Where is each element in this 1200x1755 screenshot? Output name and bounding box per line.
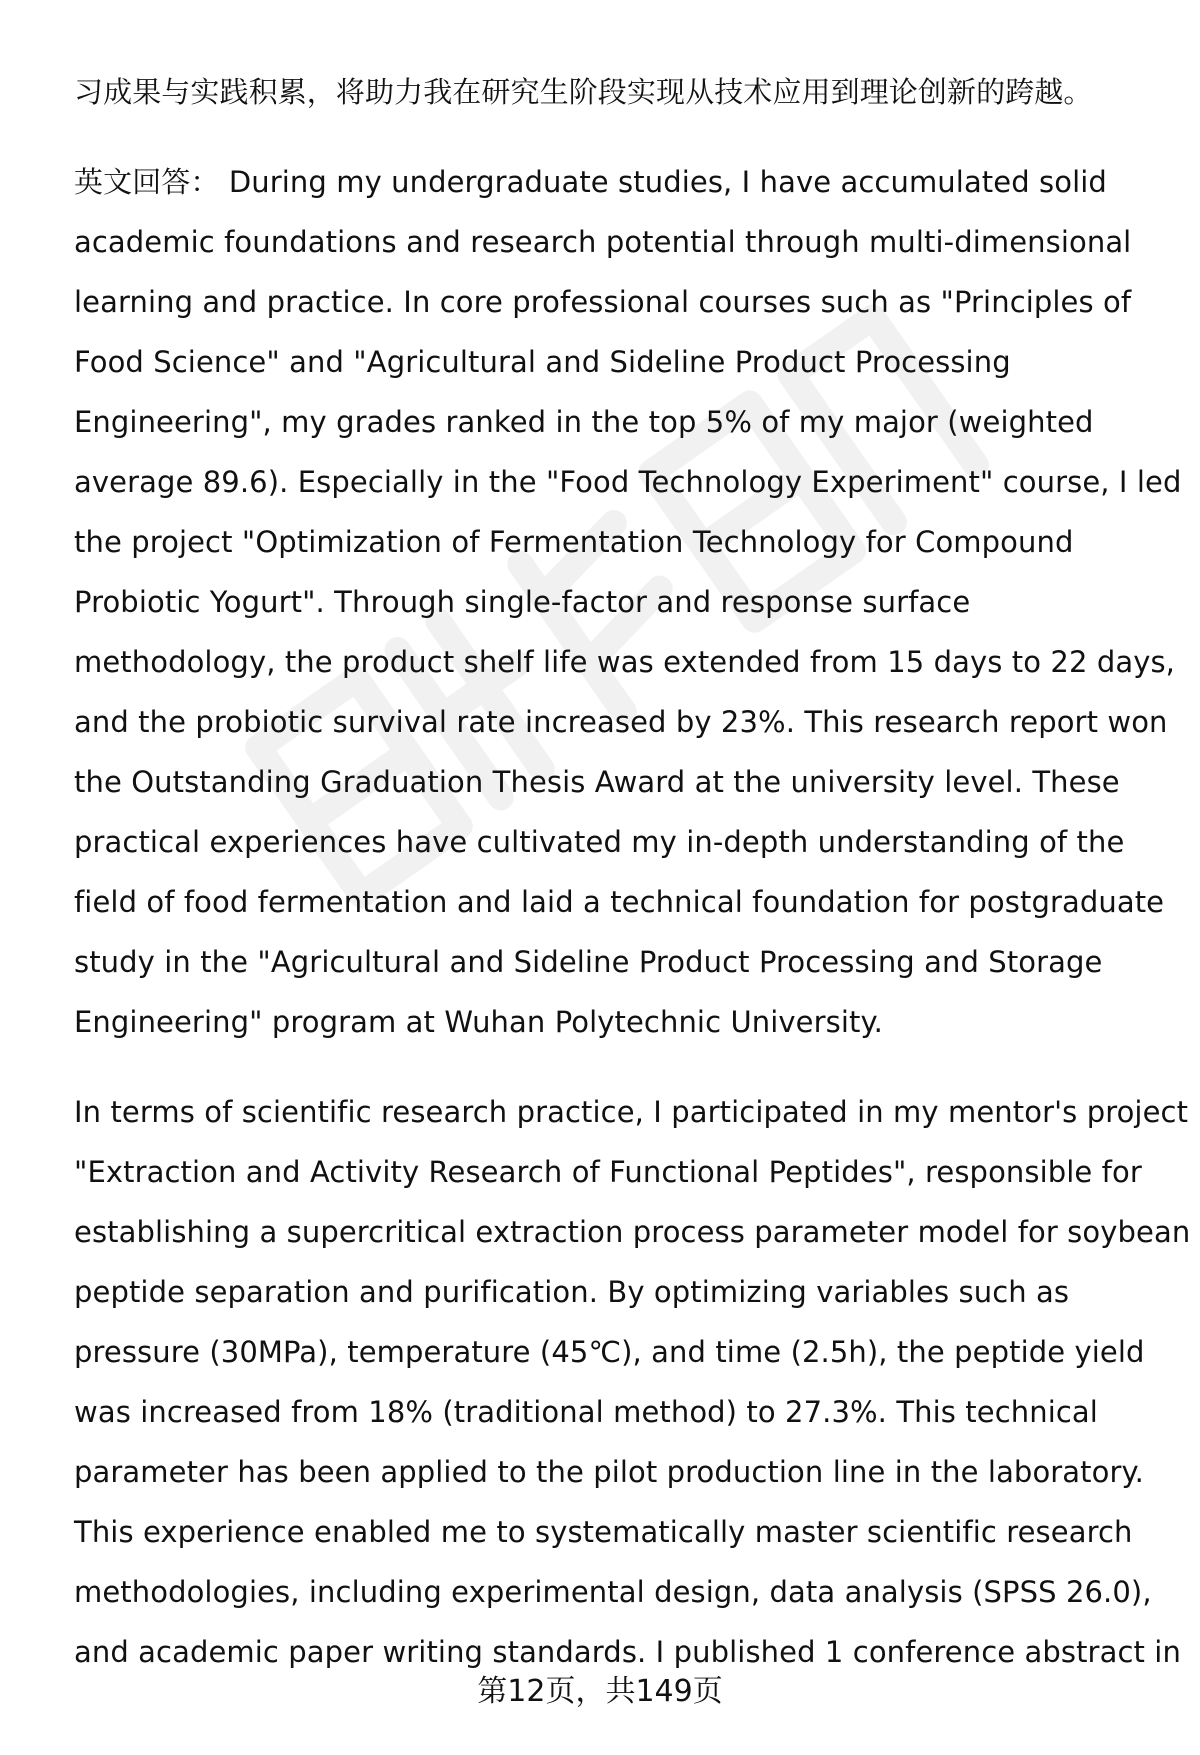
text-line: learning and practice. In core professional courses such as "Principles of	[74, 285, 1132, 319]
paragraph-2	[74, 152, 1182, 1052]
text-line: establishing a supercritical extraction process parameter model for soybean	[74, 1215, 1191, 1249]
text-line: academic foundations and research potential through multi-dimensional	[74, 225, 1132, 259]
document-body	[74, 62, 1191, 1682]
text-line: and academic paper writing standards. I published 1 conference abstract in	[74, 1635, 1181, 1669]
text-line: methodology, the product shelf life was extended from 15 days to 22 days,	[74, 645, 1176, 679]
text-line: Engineering", my grades ranked in the top 5% of my major (weighted	[74, 405, 1094, 439]
text-line: "Extraction and Activity Research of Functional Peptides", responsible for	[74, 1155, 1142, 1189]
page-number-footer: 第12页，共149页	[477, 1674, 723, 1709]
text-line: 英文回答： During my undergraduate studies, I have accumulated solid	[74, 165, 1107, 199]
text-line: In terms of scientific research practice, I participated in my mentor's project	[74, 1095, 1189, 1129]
text-line: average 89.6). Especially in the "Food Technology Experiment" course, I led	[74, 465, 1182, 499]
text-line: pressure (30MPa), temperature (45℃), and time (2.5h), the peptide yield	[74, 1335, 1145, 1369]
text-line: parameter has been applied to the pilot production line in the laboratory.	[74, 1455, 1144, 1489]
text-line: Engineering" program at Wuhan Polytechnic University.	[74, 1005, 883, 1039]
paragraph-3	[74, 1082, 1191, 1682]
text-line: practical experiences have cultivated my in-depth understanding of the	[74, 825, 1125, 859]
text-line: the project "Optimization of Fermentation Technology for Compound	[74, 525, 1074, 559]
paragraph-1	[74, 62, 1159, 122]
text-line: field of food fermentation and laid a technical foundation for postgraduate	[74, 885, 1165, 919]
text-line: methodologies, including experimental design, data analysis (SPSS 26.0),	[74, 1575, 1152, 1609]
text-line: Food Science" and "Agricultural and Sideline Product Processing	[74, 345, 1011, 379]
text-line: was increased from 18% (traditional method) to 27.3%. This technical	[74, 1395, 1098, 1429]
text-line: the Outstanding Graduation Thesis Award at the university level. These	[74, 765, 1120, 799]
text-line: 习成果与实践积累，将助力我在研究生阶段实现从技术应用到理论创新的跨越。	[74, 75, 1093, 109]
text-line: and the probiotic survival rate increased by 23%. This research report won	[74, 705, 1168, 739]
text-line: study in the "Agricultural and Sideline Product Processing and Storage	[74, 945, 1103, 979]
text-line: peptide separation and purification. By optimizing variables such as	[74, 1275, 1070, 1309]
text-line: Probiotic Yogurt". Through single-factor and response surface	[74, 585, 971, 619]
text-line: This experience enabled me to systematically master scientific research	[74, 1515, 1133, 1549]
